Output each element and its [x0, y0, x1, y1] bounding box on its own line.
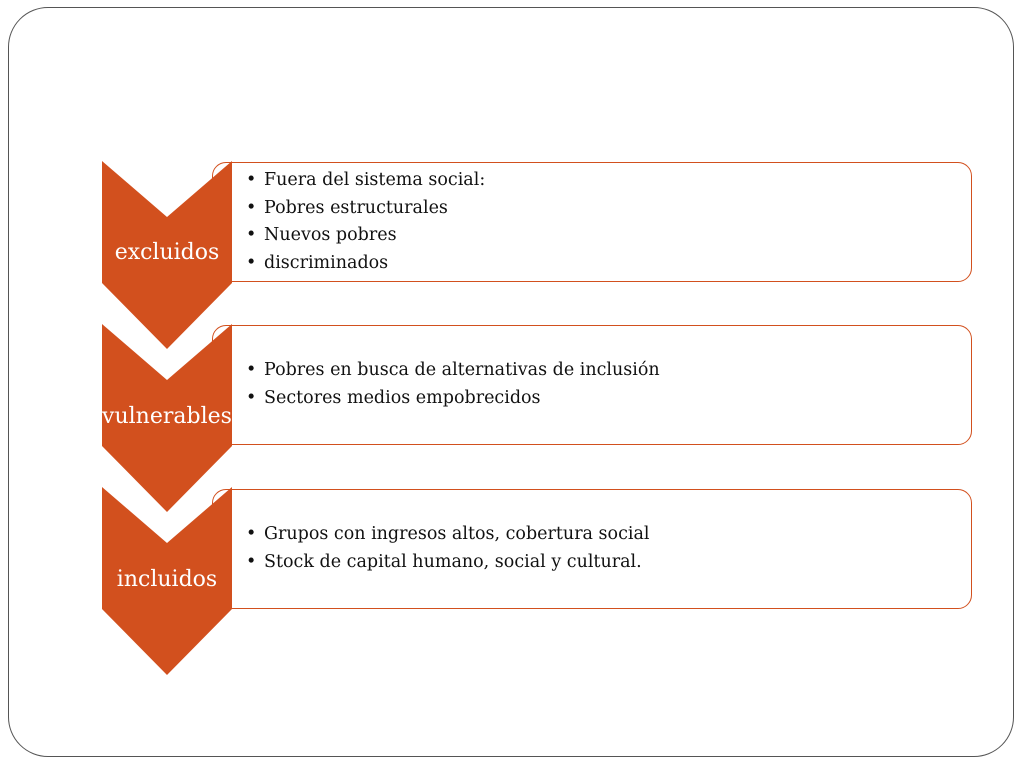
list-item: • Pobres estructurales — [244, 195, 485, 223]
bullet-icon: • — [246, 551, 257, 572]
list-item: • Sectores medios empobrecidos — [244, 385, 660, 413]
list-item: • Fuera del sistema social: — [244, 167, 485, 195]
level-excluidos-list — [244, 167, 485, 277]
level-incluidos-label: incluidos — [116, 567, 218, 592]
list-item: • Pobres en busca de alternativas de inclusión — [244, 357, 660, 385]
level-excluidos-label: excluidos — [114, 240, 220, 265]
bullet-icon: • — [246, 252, 257, 273]
list-item: • Stock de capital humano, social y cultural. — [244, 549, 650, 577]
list-item: • Nuevos pobres — [244, 222, 485, 250]
level-vulnerables-list — [244, 357, 660, 412]
list-item: • discriminados — [244, 250, 485, 278]
level-vulnerables-label: vulnerables — [102, 404, 232, 429]
bullet-icon: • — [246, 225, 257, 245]
list-item: • Grupos con ingresos altos, cobertura social — [244, 521, 650, 549]
bullet-icon: • — [246, 524, 257, 544]
bullet-icon: • — [246, 360, 257, 380]
bullet-icon: • — [246, 387, 257, 408]
level-incluidos-list — [244, 521, 650, 576]
bullet-icon: • — [246, 170, 257, 190]
bullet-icon: • — [246, 197, 257, 218]
